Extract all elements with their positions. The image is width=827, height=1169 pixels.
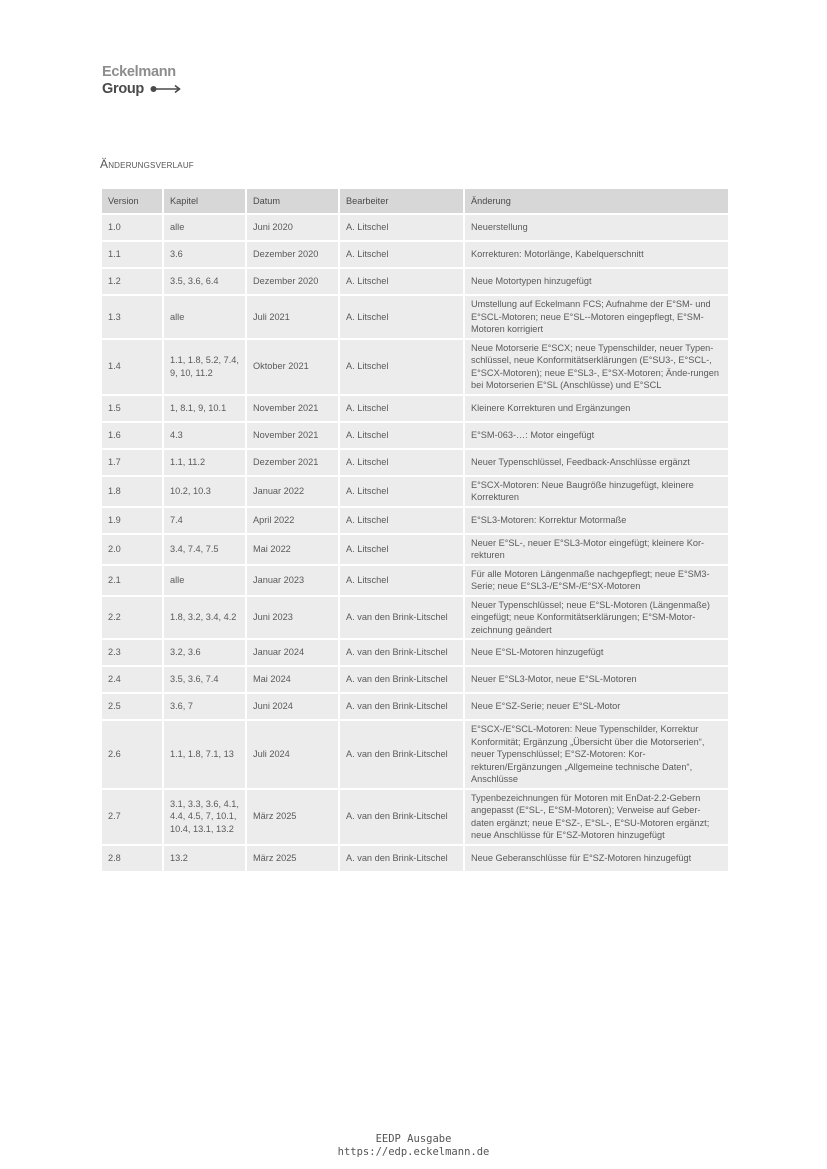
cell-kapitel: 1.1, 1.8, 5.2, 7.4, 9, 10, 11.2: [163, 339, 246, 395]
cell-bearbeiter: A. Litschel: [339, 476, 464, 507]
cell-datum: November 2021: [246, 422, 339, 449]
table-row: [101, 339, 729, 395]
logo-group-text: Group: [102, 81, 144, 97]
cell-datum: März 2025: [246, 789, 339, 845]
arrow-icon: [150, 84, 182, 94]
cell-bearbeiter: A. Litschel: [339, 295, 464, 339]
cell-datum: Dezember 2020: [246, 268, 339, 295]
cell-version: 1.0: [101, 214, 163, 241]
cell-datum: Juni 2023: [246, 596, 339, 640]
cell-version: 2.7: [101, 789, 163, 845]
cell-version: 1.5: [101, 395, 163, 422]
table-row: [101, 449, 729, 476]
table-row: [101, 476, 729, 507]
cell-version: 1.6: [101, 422, 163, 449]
cell-datum: Januar 2023: [246, 565, 339, 596]
header-bearbeiter: Bearbeiter: [339, 188, 464, 214]
cell-bearbeiter: A. van den Brink-Litschel: [339, 693, 464, 720]
cell-datum: März 2025: [246, 845, 339, 872]
footer: [0, 1133, 827, 1158]
cell-bearbeiter: A. van den Brink-Litschel: [339, 639, 464, 666]
header-datum: Datum: [246, 188, 339, 214]
cell-kapitel: alle: [163, 565, 246, 596]
cell-version: 2.3: [101, 639, 163, 666]
header-kapitel: Kapitel: [163, 188, 246, 214]
cell-version: 2.4: [101, 666, 163, 693]
cell-version: 2.8: [101, 845, 163, 872]
cell-bearbeiter: A. van den Brink-Litschel: [339, 789, 464, 845]
cell-kapitel: 4.3: [163, 422, 246, 449]
table-row: [101, 789, 729, 845]
cell-kapitel: 3.6: [163, 241, 246, 268]
table-row: [101, 268, 729, 295]
cell-aenderung: Neuerstellung: [464, 214, 729, 241]
table-row: [101, 565, 729, 596]
cell-bearbeiter: A. Litschel: [339, 565, 464, 596]
cell-datum: Januar 2024: [246, 639, 339, 666]
table-row: [101, 422, 729, 449]
table-row: [101, 596, 729, 640]
cell-datum: Mai 2024: [246, 666, 339, 693]
cell-aenderung: Neue E°SL-Motoren hinzugefügt: [464, 639, 729, 666]
cell-datum: Juni 2020: [246, 214, 339, 241]
cell-bearbeiter: A. Litschel: [339, 449, 464, 476]
table-row: [101, 241, 729, 268]
cell-version: 2.6: [101, 720, 163, 789]
cell-datum: April 2022: [246, 507, 339, 534]
table-row: [101, 507, 729, 534]
cell-kapitel: 3.4, 7.4, 7.5: [163, 534, 246, 565]
header-version: Version: [101, 188, 163, 214]
cell-aenderung: Neuer Typenschlüssel, Feedback-Anschlüsse ergänzt: [464, 449, 729, 476]
cell-bearbeiter: A. van den Brink-Litschel: [339, 845, 464, 872]
cell-datum: Dezember 2020: [246, 241, 339, 268]
cell-bearbeiter: A. Litschel: [339, 241, 464, 268]
cell-version: 2.5: [101, 693, 163, 720]
cell-bearbeiter: A. Litschel: [339, 395, 464, 422]
cell-version: 1.8: [101, 476, 163, 507]
cell-kapitel: 13.2: [163, 845, 246, 872]
cell-aenderung: Neuer E°SL3-Motor, neue E°SL-Motoren: [464, 666, 729, 693]
cell-kapitel: 3.2, 3.6: [163, 639, 246, 666]
company-logo: [102, 64, 182, 98]
header-aenderung: Änderung: [464, 188, 729, 214]
cell-aenderung: Neue E°SZ-Serie; neuer E°SL-Motor: [464, 693, 729, 720]
cell-bearbeiter: A. Litschel: [339, 339, 464, 395]
cell-kapitel: alle: [163, 214, 246, 241]
footer-edition: EEDP Ausgabe: [375, 1133, 452, 1145]
cell-bearbeiter: A. van den Brink-Litschel: [339, 666, 464, 693]
cell-datum: Juni 2024: [246, 693, 339, 720]
cell-bearbeiter: A. van den Brink-Litschel: [339, 596, 464, 640]
cell-version: 1.3: [101, 295, 163, 339]
footer-url: https://edp.eckelmann.de: [337, 1145, 490, 1158]
logo-line-group: [102, 80, 182, 98]
table-header-row: [101, 188, 729, 214]
cell-version: 2.1: [101, 565, 163, 596]
cell-datum: Januar 2022: [246, 476, 339, 507]
cell-version: 1.4: [101, 339, 163, 395]
cell-kapitel: 3.1, 3.3, 3.6, 4.1, 4.4, 4.5, 7, 10.1, 10.4, 13.1, 13.2: [163, 789, 246, 845]
section-title: Änderungsverlauf: [100, 157, 194, 171]
cell-aenderung: Neue Motorserie E°SCX; neue Typenschilder, neuer Typen-schlüssel, neue Konformitätserklärungen (E°SU3-, E°SCL-, E°SCX-Motoren); neue E°SL3-, E°SX-Motoren; Ände-rungen bei Motorserien E°SL (Anschlüsse) und E°SCL: [464, 339, 729, 395]
cell-aenderung: Neue Geberanschlüsse für E°SZ-Motoren hinzugefügt: [464, 845, 729, 872]
cell-aenderung: Neuer Typenschlüssel; neue E°SL-Motoren (Längenmaße) eingefügt; neue Konformitätserklärungen; E°SM-Motor-zeichnung geändert: [464, 596, 729, 640]
table-row: [101, 395, 729, 422]
cell-version: 1.7: [101, 449, 163, 476]
cell-bearbeiter: A. Litschel: [339, 268, 464, 295]
cell-version: 2.2: [101, 596, 163, 640]
cell-bearbeiter: A. van den Brink-Litschel: [339, 720, 464, 789]
cell-aenderung: E°SM-063-…: Motor eingefügt: [464, 422, 729, 449]
cell-aenderung: Umstellung auf Eckelmann FCS; Aufnahme der E°SM- und E°SCL-Motoren; neue E°SL--Motoren eingepflegt, E°SM-Motoren korrigiert: [464, 295, 729, 339]
cell-aenderung: Neue Motortypen hinzugefügt: [464, 268, 729, 295]
cell-version: 1.9: [101, 507, 163, 534]
cell-datum: November 2021: [246, 395, 339, 422]
table-row: [101, 534, 729, 565]
cell-kapitel: 3.5, 3.6, 7.4: [163, 666, 246, 693]
cell-kapitel: 3.5, 3.6, 6.4: [163, 268, 246, 295]
cell-bearbeiter: A. Litschel: [339, 422, 464, 449]
cell-kapitel: 7.4: [163, 507, 246, 534]
change-history-table: [100, 187, 730, 873]
cell-kapitel: 1, 8.1, 9, 10.1: [163, 395, 246, 422]
table-row: [101, 720, 729, 789]
cell-datum: Oktober 2021: [246, 339, 339, 395]
cell-bearbeiter: A. Litschel: [339, 214, 464, 241]
cell-version: 1.1: [101, 241, 163, 268]
cell-datum: Juli 2024: [246, 720, 339, 789]
table-row: [101, 845, 729, 872]
cell-aenderung: E°SCX-/E°SCL-Motoren: Neue Typenschilder, Korrektur Konformität; Ergänzung „Übersicht über die Motorserien“, neuer Typenschlüssel; E°SZ-Motoren: Kor-rekturen/Ergänzungen „Allgemeine technische Daten“, Anschlüsse: [464, 720, 729, 789]
table-row: [101, 693, 729, 720]
table-row: [101, 639, 729, 666]
table-row: [101, 295, 729, 339]
table-row: [101, 214, 729, 241]
cell-datum: Mai 2022: [246, 534, 339, 565]
cell-kapitel: alle: [163, 295, 246, 339]
cell-aenderung: Korrekturen: Motorlänge, Kabelquerschnitt: [464, 241, 729, 268]
cell-aenderung: Für alle Motoren Längenmaße nachgepflegt; neue E°SM3-Serie; neue E°SL3-/E°SM-/E°SX-Motoren: [464, 565, 729, 596]
cell-aenderung: E°SCX-Motoren: Neue Baugröße hinzugefügt, kleinere Korrekturen: [464, 476, 729, 507]
table-row: [101, 666, 729, 693]
cell-bearbeiter: A. Litschel: [339, 507, 464, 534]
cell-datum: Dezember 2021: [246, 449, 339, 476]
cell-kapitel: 3.6, 7: [163, 693, 246, 720]
cell-datum: Juli 2021: [246, 295, 339, 339]
cell-aenderung: Typenbezeichnungen für Motoren mit EnDat-2.2-Gebern angepasst (E°SL-, E°SM-Motoren); Verweise auf Geber-daten ergänzt; neue E°SZ-, E°SL-, E°SU-Motoren ergänzt; neue Anschlüsse für E°SZ-Motoren hinzugefügt: [464, 789, 729, 845]
cell-kapitel: 1.1, 11.2: [163, 449, 246, 476]
cell-kapitel: 10.2, 10.3: [163, 476, 246, 507]
cell-aenderung: Neuer E°SL-, neuer E°SL3-Motor eingefügt; kleinere Kor-rekturen: [464, 534, 729, 565]
cell-aenderung: E°SL3-Motoren: Korrektur Motormaße: [464, 507, 729, 534]
cell-kapitel: 1.8, 3.2, 3.4, 4.2: [163, 596, 246, 640]
cell-version: 1.2: [101, 268, 163, 295]
logo-line-eckelmann: Eckelmann: [102, 64, 176, 80]
cell-version: 2.0: [101, 534, 163, 565]
cell-bearbeiter: A. Litschel: [339, 534, 464, 565]
cell-aenderung: Kleinere Korrekturen und Ergänzungen: [464, 395, 729, 422]
cell-kapitel: 1.1, 1.8, 7.1, 13: [163, 720, 246, 789]
